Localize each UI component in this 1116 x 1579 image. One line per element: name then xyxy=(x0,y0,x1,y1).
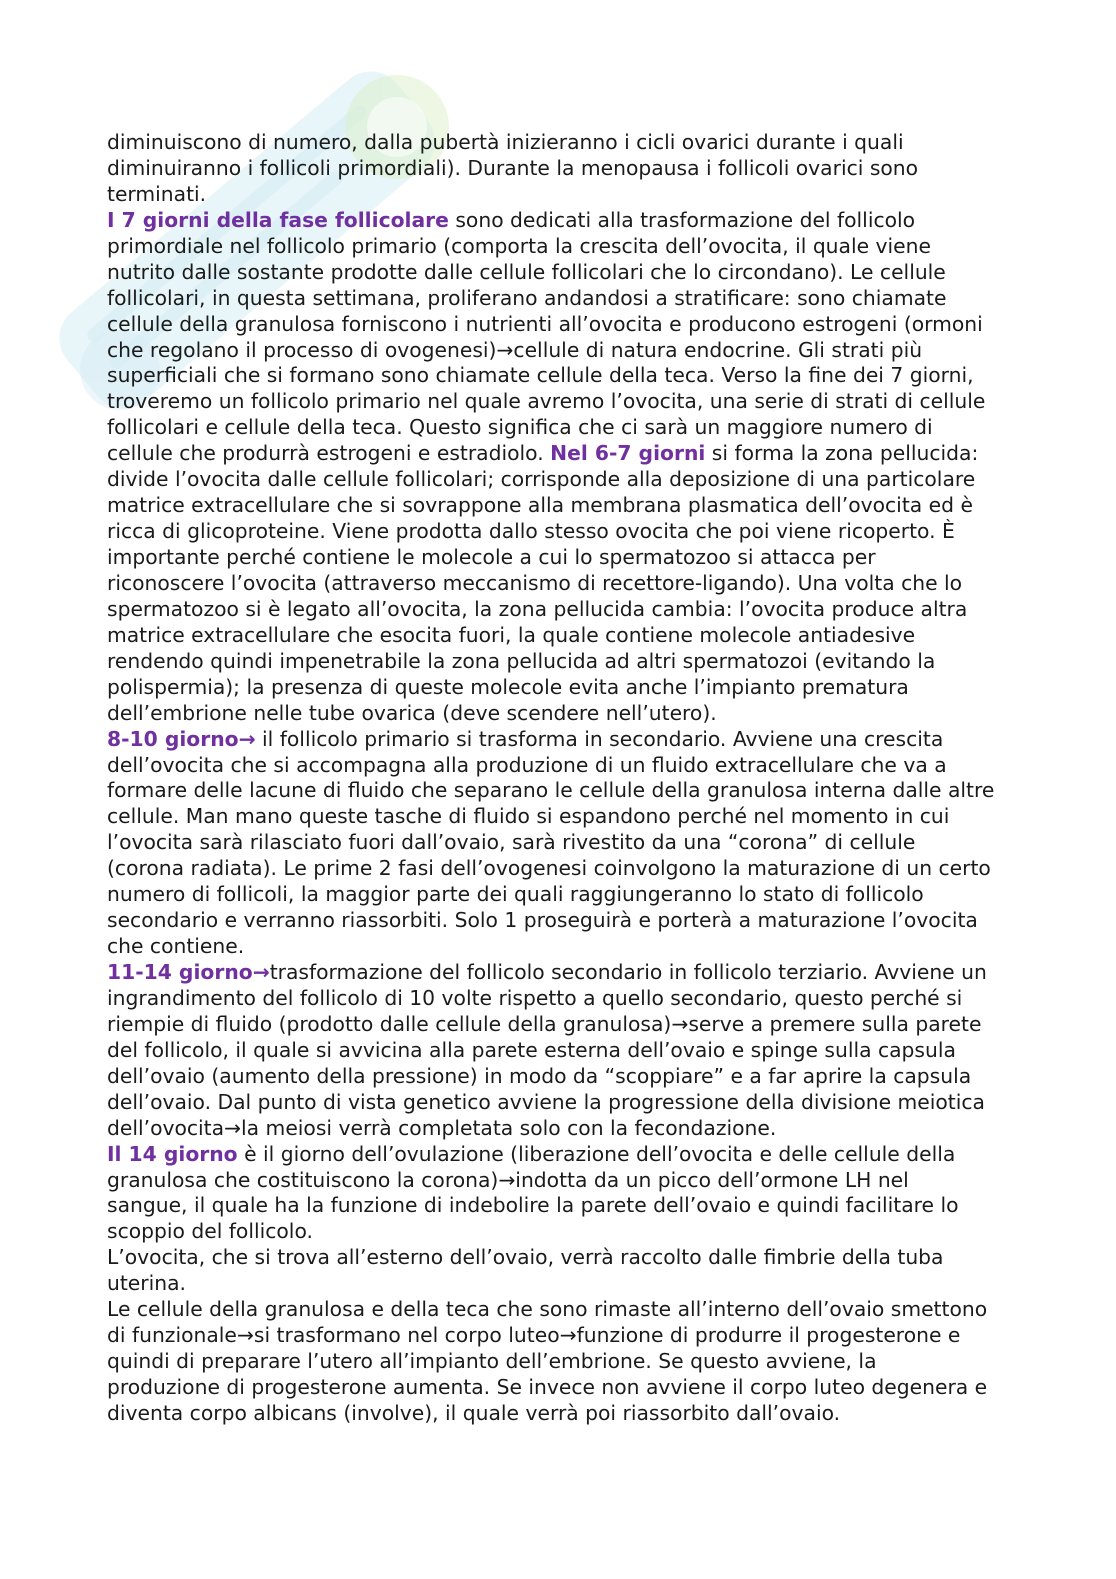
text-line: divide l’ovocita dalle cellule follicolari; corrisponde alla deposizione di una particolare xyxy=(107,467,976,492)
text-line: diminuiscono di numero, dalla pubertà inizieranno i cicli ovarici durante i quali xyxy=(107,130,904,154)
text-line: polispermia); la presenza di queste molecole evita anche l’impianto prematura xyxy=(107,674,909,699)
text-line: dell’ovocita→la meiosi verrà completata solo con la fecondazione. xyxy=(107,1115,777,1140)
text-line: follicolari, in questa settimana, proliferano andandosi a stratificare: sono chiamate xyxy=(107,285,947,310)
text-line: rendendo quindi impenetrabile la zona pellucida ad altri spermatozoi (evitando la xyxy=(107,648,936,673)
section-heading: Il 14 giorno xyxy=(107,1141,238,1166)
text-line: di funzionale→si trasformano nel corpo luteo→funzione di produrre il progesterone e xyxy=(107,1323,961,1348)
text-line: che contiene. xyxy=(107,934,245,959)
section-heading: Nel 6-7 giorni xyxy=(550,441,706,466)
text-line: numero di follicoli, la maggior parte dei quali raggiungeranno lo stato di follicolo xyxy=(107,882,924,907)
text-line xyxy=(107,208,1097,234)
text-line: granulosa che costituiscono la corona)→indotta da un picco dell’ormone LH nel xyxy=(107,1167,909,1192)
text-line: riconoscere l’ovocita (attraverso meccanismo di recettore-ligando). Una volta che lo xyxy=(107,570,963,595)
text-line: dell’ovocita che si accompagna alla produzione di un fluido extracellulare che va a xyxy=(107,752,947,777)
text-line: superficiali che si formano sono chiamate cellule della teca. Verso la fine dei 7 giorni, xyxy=(107,363,974,388)
section-heading: 8-10 giorno→ xyxy=(107,726,256,751)
text-line: diventa corpo albicans (involve), il quale verrà poi riassorbito dall’ovaio. xyxy=(107,1400,841,1425)
section-heading: 11-14 giorno→ xyxy=(107,960,270,984)
text-line: dell’embrione nelle tube ovarica (deve scendere nell’utero). xyxy=(107,700,717,725)
text-line: follicolari e cellule della teca. Questo significa che ci sarà un maggiore numero di xyxy=(107,415,933,440)
text-line: quindi di preparare l’utero all’impianto dell’embrione. Se questo avviene, la xyxy=(107,1349,877,1374)
text-line: terminati. xyxy=(107,181,207,206)
text-line: scoppio del follicolo. xyxy=(107,1219,313,1244)
text-line: importante perché contiene le molecole a cui lo spermatozoo si attacca per xyxy=(107,545,876,569)
text-line: del follicolo, il quale si avvicina alla parete esterna dell’ovaio e spinge sulla capsula xyxy=(107,1037,956,1062)
text-line: matrice extracellulare che si sovrappone alla membrana plasmatica dell’ovocita ed è xyxy=(107,493,973,518)
text-line: formare delle lacune di fluido che separano le cellule della granulosa interna dalle altre xyxy=(107,778,995,803)
line-text: il follicolo primario si trasforma in secondario. Avviene una crescita xyxy=(255,726,944,751)
text-line xyxy=(107,441,1097,467)
text-line xyxy=(107,727,1097,753)
text-line: (corona radiata). Le prime 2 fasi dell’ovogenesi coinvolgono la maturazione di un certo xyxy=(107,856,991,881)
line-text: cellule che produrrà estrogeni e estradiolo. xyxy=(107,441,551,466)
line-text: trasformazione del follicolo secondario in follicolo terziario. Avviene un xyxy=(269,960,987,984)
text-line: L’ovocita, che si trova all’esterno dell’ovaio, verrà raccolto dalle fimbrie della tuba xyxy=(107,1245,944,1270)
text-line: dell’ovaio (aumento della pressione) in modo da “scoppiare” e a far aprire la capsula xyxy=(107,1063,972,1088)
text-line: produzione di progesterone aumenta. Se invece non avviene il corpo luteo degenera e xyxy=(107,1375,988,1399)
text-line: Le cellule della granulosa e della teca che sono rimaste all’interno dell’ovaio smettono xyxy=(107,1297,988,1322)
text-line: primordiale nel follicolo primario (comporta la crescita dell’ovocita, il quale viene xyxy=(107,233,931,258)
text-line: troveremo un follicolo primario nel quale avremo l’ovocita, una serie di strati di cellule xyxy=(107,389,986,414)
text-line: secondario e verranno riassorbiti. Solo 1 proseguirà e porterà a maturazione l’ovocita xyxy=(107,908,978,933)
text-line xyxy=(107,960,1097,986)
line-text: è il giorno dell’ovulazione (liberazione dell’ovocita e delle cellule della xyxy=(237,1141,956,1166)
text-line: spermatozoo si è legato all’ovocita, la zona pellucida cambia: l’ovocita produce altra xyxy=(107,596,968,621)
text-line: ricca di glicoproteine. Viene prodotta dallo stesso ovocita che poi viene ricoperto. È xyxy=(107,519,955,544)
text-line: cellule. Man mano queste tasche di fluido si espandono perché nel momento in cui xyxy=(107,804,950,829)
text-line: dell’ovaio. Dal punto di vista genetico avviene la progressione della divisione meiotica xyxy=(107,1089,985,1114)
section-heading: I 7 giorni della fase follicolare xyxy=(107,207,449,232)
text-line: diminuiranno i follicoli primordiali). Durante la menopausa i follicoli ovarici sono xyxy=(107,155,919,180)
text-line: che regolano il processo di ovogenesi)→cellule di natura endocrine. Gli strati più xyxy=(107,337,923,362)
text-line: riempie di fluido (prodotto dalle cellule della granulosa)→serve a premere sulla parete xyxy=(107,1011,982,1036)
document-body xyxy=(107,130,1097,1427)
text-line xyxy=(107,1142,1097,1168)
text-line: l’ovocita sarà rilasciato fuori dall’ovaio, sarà rivestito da una “corona” di cellule xyxy=(107,830,916,855)
text-line: matrice extracellulare che esocita fuori, la quale contiene molecole antiadesive xyxy=(107,622,916,647)
line-text: si forma la zona pellucida: xyxy=(705,441,979,466)
text-line: ingrandimento del follicolo di 10 volte rispetto a quello secondario, questo perché si xyxy=(107,985,963,1010)
text-line: cellule della granulosa forniscono i nutrienti all’ovocita e producono estrogeni (ormoni xyxy=(107,311,983,336)
text-line: nutrito dalle sostante prodotte dalle cellule follicolari che lo circondano). Le cellule xyxy=(107,259,946,284)
line-text: sono dedicati alla trasformazione del follicolo xyxy=(448,207,916,232)
text-line: sangue, il quale ha la funzione di indebolire la parete dell’ovaio e quindi facilitare lo xyxy=(107,1193,959,1218)
text-line: uterina. xyxy=(107,1271,186,1296)
